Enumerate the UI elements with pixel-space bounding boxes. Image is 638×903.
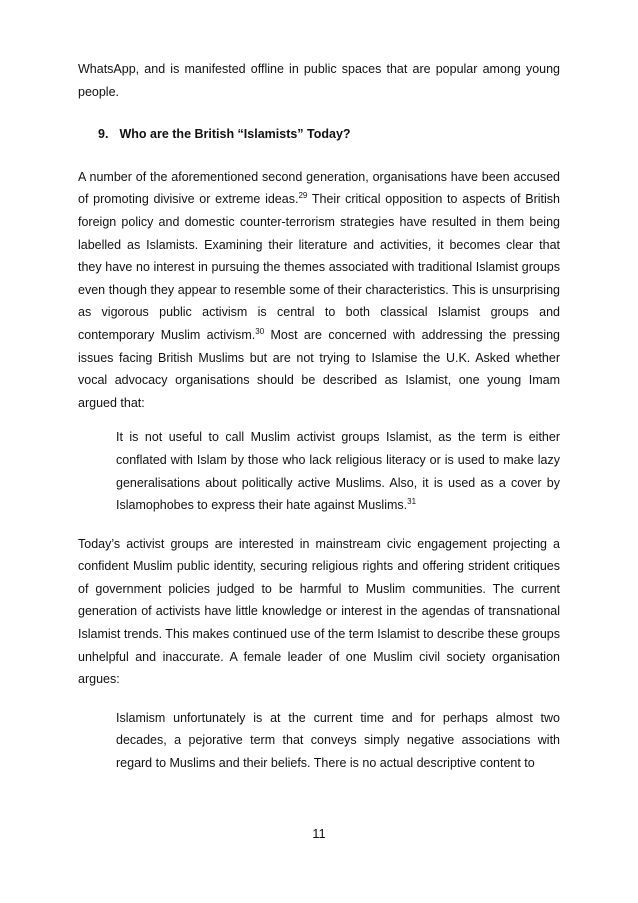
block-quote-female-leader: Islamism unfortunately is at the current time and for perhaps almost two decades, a pejorative term that conveys simply negative associations with regard to Muslims and their beliefs. There is no actual descriptive content to xyxy=(116,710,560,771)
paragraph-intro: WhatsApp, and is manifested offline in public spaces that are popular among young people. xyxy=(78,62,560,99)
block-quote-imam xyxy=(116,426,560,516)
document-body xyxy=(78,58,560,775)
paragraph-activist-groups: Today’s activist groups are interested in mainstream civic engagement projecting a confident Muslim public identity, securing religious rights and offering strident critiques of government policies judged to be harmful to Muslim communities. The current generation of activists have little knowledge or interest in the agendas of transnational Islamist trends. This makes continued use of the term Islamist to describe these groups unhelpful and inaccurate. A female leader of one Muslim civil society organisation argues: xyxy=(78,536,560,687)
footnote-ref-29: 29 xyxy=(298,191,308,201)
paragraph-islamists-part-b: Their critical opposition to aspects of British foreign policy and domestic counter-terrorism strategies have resulted in them being labelled as Islamists. Examining their literature and activities, it becomes clear that they have no interest in pursuing the themes associated with traditional Islamist groups even though they appear to resemble some of their characteristics. This is unsurprising as vigorous public activism is central to both classical Islamist groups and contemporary Muslim activism. xyxy=(78,192,560,342)
footnote-ref-30: 30 xyxy=(255,326,265,336)
block-quote-imam-text: It is not useful to call Muslim activist groups Islamist, as the term is either conflated with Islam by those who lack religious literacy or is used to make lazy generalisations about politically active Muslims. Also, it is used as a cover by Islamophobes to express their hate against Muslims. xyxy=(116,430,560,513)
paragraph-islamists xyxy=(78,166,560,415)
heading-number: 9. xyxy=(98,127,109,142)
section-heading xyxy=(98,123,560,146)
page-number: 11 xyxy=(312,826,326,841)
paragraph-islamists-part-a: A number of the aforementioned second generation, organisations have been accused of promoting divisive or extreme ideas. xyxy=(78,169,560,207)
paragraph-islamists-part-c: Most are concerned with addressing the pressing issues facing British Muslims but are not trying to Islamise the U.K. Asked whether vocal advocacy organisations should be described as Islamist, one young Imam argued that: xyxy=(78,327,560,410)
footnote-ref-31: 31 xyxy=(407,497,417,507)
heading-text: Who are the British “Islamists” Today? xyxy=(119,127,351,142)
